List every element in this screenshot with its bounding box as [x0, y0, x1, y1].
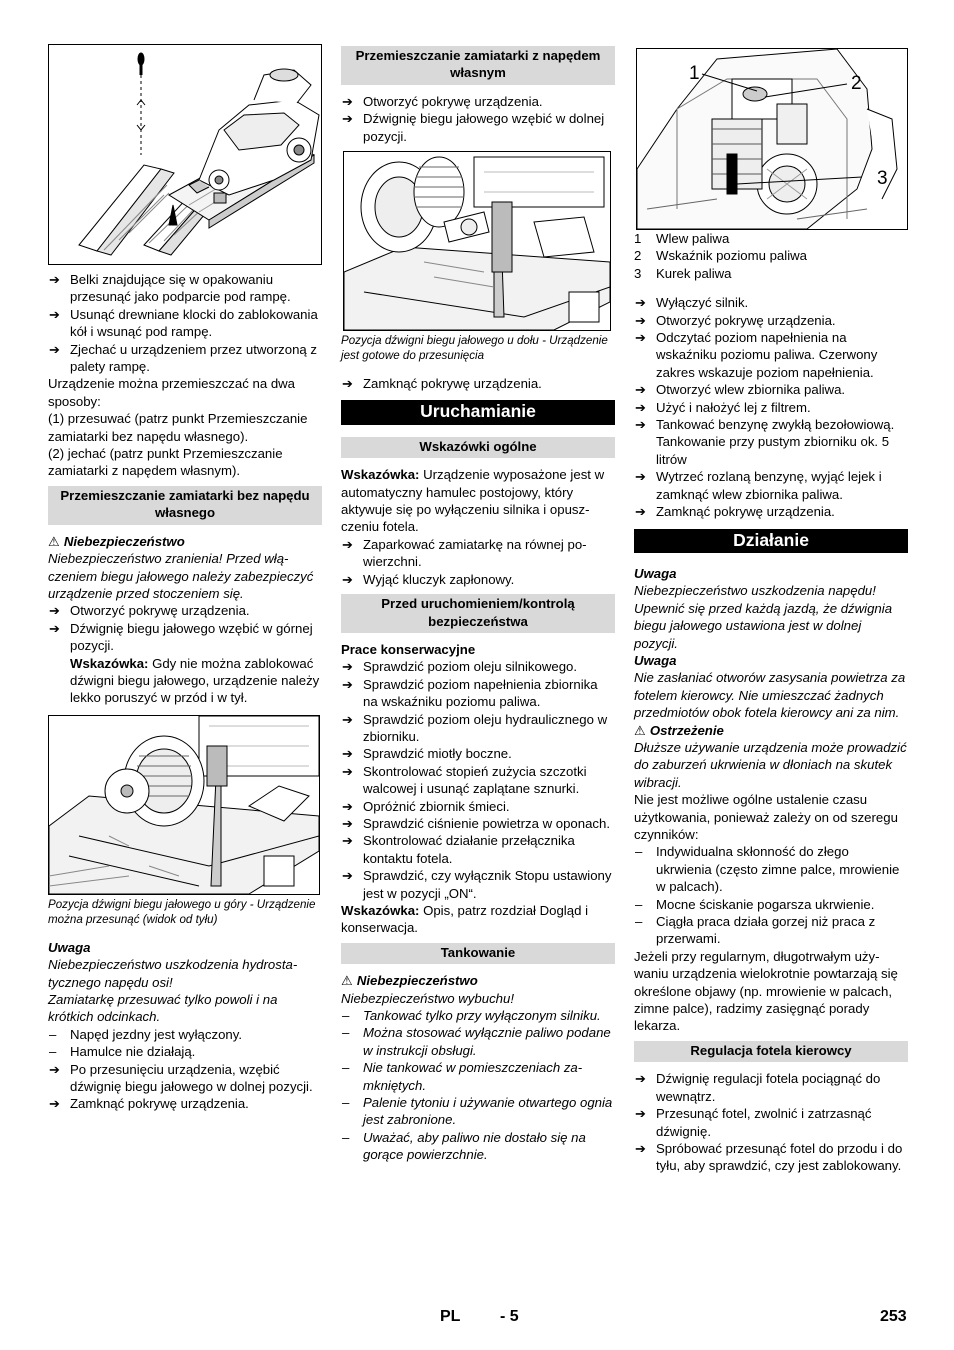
figure-caption: Pozycja dźwigni biegu jałowego u góry - Urządzenie można przesunąć (widok od tyłu) — [48, 897, 316, 926]
danger-title: ⚠ Niebezpieczeństwo — [341, 973, 478, 989]
paragraph: Nie jest możliwe ogólne ustalenie czasu użytkowania, ponieważ zależy on od szeregu czynników: — [634, 792, 898, 842]
lever-up-illustration — [49, 716, 319, 894]
legend-item: 1 Wlew paliwa — [634, 231, 730, 246]
arrow-icon: ➔ — [635, 295, 647, 311]
instruction-item: ➔ Zaparkować zamiatarkę na równej powierzchni. — [342, 536, 587, 570]
dash-item: – Tankować tylko przy wyłączonym silniku. — [342, 1008, 601, 1024]
note: Wskazówka: Urządzenie wyposażone jest w automatyczny hamulec postojowy, który aktywuje się po wyłączeniu silnika i opuszczeniu fotela. — [341, 467, 605, 535]
callout-2: 2 — [851, 73, 862, 94]
arrow-icon: ➔ — [342, 111, 354, 127]
instruction-item: ➔ Wyłączyć silnik. — [635, 295, 749, 311]
paragraph: Urządzenie można przemieszczać na dwa sposoby: — [48, 376, 296, 409]
notice-text: Niebezpieczeństwo uszkodzenia napędu! Upewnić się przed każdą jazdą, że dźwignia biegu jałowego ustawiona jest w dolnej pozycji. — [634, 583, 893, 651]
instruction-item: ➔ Zamknąć pokrywę urządzenia. — [49, 1096, 249, 1112]
chapter-heading: Uruchamianie — [341, 400, 615, 424]
ramp-illustration — [49, 45, 321, 264]
arrow-icon: ➔ — [635, 312, 647, 328]
arrow-icon: ➔ — [635, 1106, 647, 1122]
arrow-icon: ➔ — [342, 746, 354, 762]
instruction-item: ➔ Skontrolować stopień zużycia szczotki walcowej i usunąć zaplątane sznurki. — [342, 763, 587, 797]
subheading: Prace konserwacyjne — [341, 641, 476, 657]
legend-item: 2 Wskaźnik poziomu paliwa — [634, 248, 807, 264]
figure-lever-up — [48, 715, 320, 895]
instruction-item: ➔ Sprawdzić poziom oleju hydraulicznego w zbiorniku. — [342, 711, 608, 744]
chapter-heading: Działanie — [634, 529, 908, 553]
instruction-item: ➔ Wyjąć kluczyk zapłonowy. — [342, 571, 515, 587]
instruction-item: ➔ Zjechać u urządzeniem przez utworzoną z palety rampę. — [49, 341, 318, 375]
footer-language: PL — [440, 1308, 461, 1325]
arrow-icon: ➔ — [635, 330, 647, 346]
warning-icon: ⚠ — [341, 973, 353, 989]
dash-item: – Palenie tytoniu i używanie otwartego ognia jest zabronione. — [342, 1095, 613, 1128]
dash-item: – Mocne ściskanie pogarsza ukrwienie. — [635, 896, 875, 912]
arrow-icon: ➔ — [49, 603, 61, 619]
instruction-item: ➔ Tankować benzynę zwykłą bezołowiową. — [635, 417, 895, 433]
section-heading: Regulacja fotela kierowcy — [634, 1041, 908, 1062]
arrow-icon: ➔ — [342, 868, 354, 884]
instruction-item: ➔ Otworzyć pokrywę urządzenia. — [342, 93, 543, 109]
dash-item: – Nie tankować w pomieszczeniach zamkniętych. — [342, 1060, 583, 1093]
column-middle — [341, 44, 615, 1164]
notice-title: Uwaga — [634, 652, 677, 668]
note: Wskazówka: Gdy nie można zablokować dźwigni biegu jałowego, urządzenie należy lekko poruszyć w przód i w tył. — [70, 655, 320, 706]
instruction-item: ➔ Sprawdzić miotły boczne. — [342, 746, 512, 762]
arrow-icon: ➔ — [635, 417, 647, 433]
section-heading: Przed uruchomieniem/kontrolą bezpieczeństwa — [341, 594, 615, 633]
instruction-item: ➔ Usunąć drewniane klocki do zablokowania kół i wsunąć pod rampę. — [49, 306, 318, 340]
instruction-item: ➔ Sprawdzić poziom napełnienia zbiornika na wskaźniku poziomu paliwa. — [342, 676, 598, 710]
instruction-item: ➔ Spróbować przesunąć fotel do przodu i do tyłu, aby sprawdzić, czy jest zablokowany. — [635, 1140, 903, 1174]
arrow-icon: ➔ — [635, 1071, 647, 1087]
arrow-icon: ➔ — [342, 571, 354, 587]
warning-text: Dłuższe używanie urządzenia może prowadzić do zaburzeń ukrwienia w dłoniach na skutek wibracji. — [634, 739, 907, 790]
instruction-item: ➔ Otworzyć wlew zbiornika paliwa. — [635, 382, 846, 398]
paragraph: Jeżeli przy regularnym, długotrwałym używaniu urządzenia wielokrotnie powtarzają się określone objawy (np. mrowienie w palcach, zimne palce), radzimy zasięgnąć porady lekarza. — [634, 948, 898, 1034]
danger-title: ⚠ Niebezpieczeństwo — [48, 533, 185, 549]
callout-3: 3 — [877, 168, 888, 189]
arrow-icon: ➔ — [635, 399, 647, 415]
arrow-icon: ➔ — [342, 376, 354, 392]
figure-fuel-system — [636, 48, 908, 230]
section-heading: Przemieszczanie zamiatarki bez napędu własnego — [48, 486, 322, 525]
arrow-icon: ➔ — [49, 341, 61, 357]
arrow-icon: ➔ — [342, 659, 354, 675]
dash-item: – Można stosować wyłącznie paliwo podane w instrukcji obsługi. — [342, 1025, 611, 1058]
warning-icon: ⚠ — [48, 533, 60, 549]
instruction-item: ➔ Wytrzeć rozlaną benzynę, wyjąć lejek i zamknąć wlew zbiornika paliwa. — [635, 469, 882, 502]
instruction-item: ➔ Otworzyć pokrywę urządzenia. — [635, 312, 836, 328]
instruction-item: ➔ Sprawdzić poziom oleju silnikowego. — [342, 659, 578, 675]
paragraph: (2) jechać (patrz punkt Przemieszczanie zamiatarki z napędem własnym). — [48, 446, 283, 479]
instruction-item: ➔ Przesunąć fotel, zwolnić i zatrzasnąć dźwignię. — [635, 1106, 872, 1139]
arrow-icon: ➔ — [49, 1061, 61, 1077]
arrow-icon: ➔ — [49, 306, 61, 322]
dash-item: – Uważać, aby paliwo nie dostało się na gorące powierzchnie. — [342, 1129, 586, 1163]
note: Tankowanie przy pustym zbiorniku ok. 5 litrów — [656, 434, 890, 467]
section-heading: Tankowanie — [341, 943, 615, 964]
dash-item: – Ciągła praca działa gorzej niż praca z przerwami. — [635, 914, 876, 947]
danger-text: Niebezpieczeństwo wybuchu! — [341, 990, 514, 1006]
arrow-list-unload — [48, 271, 322, 375]
arrow-icon: ➔ — [342, 676, 354, 692]
arrow-icon: ➔ — [49, 272, 61, 287]
arrow-icon: ➔ — [635, 504, 647, 520]
instruction-item: ➔ Odczytać poziom napełnienia na wskaźniku poziomu paliwa. Czerwony zakres wskazuje poziom napełnienia. — [635, 330, 878, 380]
footer-page-number: 253 — [880, 1308, 907, 1325]
notice-title: Uwaga — [48, 939, 91, 955]
column-right — [634, 44, 908, 1175]
instruction-item: ➔ Zamknąć pokrywę urządzenia. — [635, 504, 835, 520]
instruction-item: ➔ Sprawdzić, czy wyłącznik Stopu ustawiony jest w pozycji „ON“. — [342, 868, 612, 901]
arrow-icon: ➔ — [342, 536, 354, 552]
arrow-icon: ➔ — [342, 763, 354, 779]
arrow-icon: ➔ — [635, 469, 647, 485]
dash-item: – Napęd jezdny jest wyłączony. — [49, 1026, 243, 1042]
arrow-icon: ➔ — [342, 93, 354, 109]
legend-item: 3 Kurek paliwa — [634, 265, 732, 281]
instruction-item: ➔ Skontrolować działanie przełącznika kontaktu fotela. — [342, 833, 575, 866]
paragraph: (1) przesuwać (patrz punkt Przemieszczanie zamiatarki bez napędu własnego). — [48, 411, 308, 444]
warning-title: ⚠ Ostrzeżenie — [634, 722, 724, 738]
instruction-item: ➔ Otworzyć pokrywę urządzenia. — [49, 603, 250, 619]
instruction-item: ➔ Zamknąć pokrywę urządzenia. — [342, 376, 542, 392]
column-left — [48, 44, 322, 1113]
instruction-item: ➔ Opróżnić zbiornik śmieci. — [342, 798, 510, 814]
arrow-icon: ➔ — [342, 815, 354, 831]
figure-legend — [634, 230, 908, 282]
lever-down-illustration — [344, 152, 610, 330]
note: Wskazówka: Opis, patrz rozdział Dogląd i konserwacja. — [341, 903, 589, 936]
instruction-item: ➔ Dźwignię regulacji fotela pociągnąć do wewnątrz. — [635, 1071, 881, 1104]
section-heading: Przemieszczanie zamiatarki z napędem własnym — [341, 46, 615, 85]
arrow-icon: ➔ — [49, 1096, 61, 1112]
instruction-item: ➔ Dźwignię biegu jałowego wzębić w dolnej pozycji. — [342, 111, 605, 144]
arrow-icon: ➔ — [342, 833, 354, 849]
callout-1: 1 — [689, 63, 700, 84]
warning-icon: ⚠ — [634, 722, 646, 738]
arrow-icon: ➔ — [49, 620, 61, 636]
dash-item: – Indywidualna skłonność do złego ukrwienia (często zimne palce, mrowienie w palcach). — [635, 844, 900, 895]
instruction-item: ➔ Użyć i nałożyć lej z filtrem. — [635, 399, 811, 415]
figure-caption: Pozycja dźwigni biegu jałowego u dołu - Urządzenie jest gotowe do przesunięcia — [341, 334, 608, 363]
dash-item: – Hamulce nie działają. — [49, 1044, 196, 1060]
engine-illustration — [637, 49, 907, 229]
notice-title: Uwaga — [634, 565, 677, 581]
danger-text: Niebezpieczeństwo zranienia! Przed włączeniem biegu jałowego należy zabezpieczyć urządzenie przed stoczeniem się. — [48, 551, 314, 601]
footer-local-page: - 5 — [500, 1308, 519, 1325]
figure-ramp-unloading — [48, 44, 322, 265]
arrow-icon: ➔ — [342, 798, 354, 814]
figure-lever-down — [343, 151, 611, 331]
arrow-icon: ➔ — [342, 711, 354, 727]
arrow-icon: ➔ — [635, 382, 647, 398]
instruction-item: ➔ Sprawdzić ciśnienie powietrza w oponach. — [342, 815, 611, 831]
instruction-item: ➔ Dźwignię biegu jałowego wzębić w górnej pozycji. — [49, 620, 313, 654]
section-heading: Wskazówki ogólne — [341, 437, 615, 458]
instruction-item: ➔ Po przesunięciu urządzenia, wzębić dźwignię biegu jałowego w dolnej pozycji. — [49, 1061, 313, 1094]
notice-text: Niebezpieczeństwo uszkodzenia hydrostatycznego napędu osi! — [48, 957, 298, 990]
arrow-icon: ➔ — [635, 1140, 647, 1156]
instruction-item: ➔ Belki znajdujące się w opakowaniu przesunąć jako podparcie pod rampę. — [49, 272, 291, 305]
notice-text: Nie zasłaniać otworów zasysania powietrza za fotelem kierowcy. Nie umieszczać żadnych przedmiotów obok fotela kierowcy ani za nim. — [634, 670, 906, 721]
notice-text: Zamiatarkę przesuwać tylko powoli i na krótkich odcinkach. — [48, 991, 278, 1025]
